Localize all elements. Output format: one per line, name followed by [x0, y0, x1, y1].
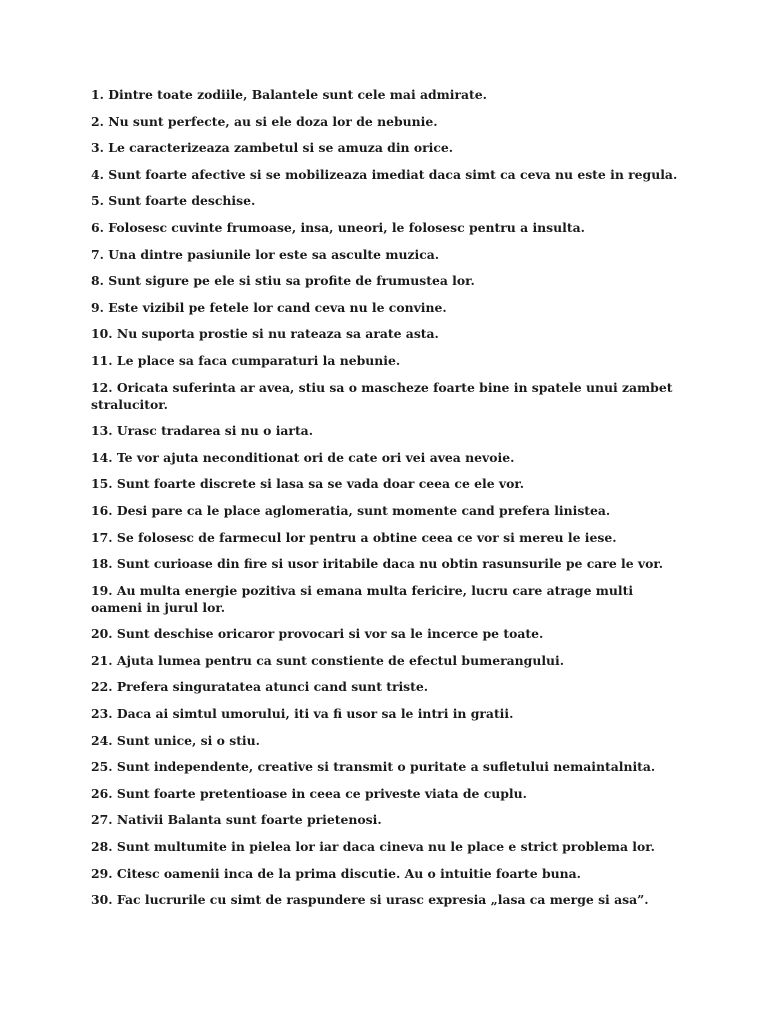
list-item: 28. Sunt multumite in pielea lor iar daca cineva nu le place e strict problema lor.: [91, 839, 655, 855]
list-item: 9. Este vizibil pe fetele lor cand ceva nu le convine.: [91, 299, 447, 315]
list-item: 25. Sunt independente, creative si transmit o puritate a sufletului nemaintalnita.: [91, 759, 656, 775]
list-item: 29. Citesc oamenii inca de la prima discutie. Au o intuitie foarte buna.: [91, 865, 581, 881]
list-item: 10. Nu suporta prostie si nu rateaza sa arate asta.: [91, 326, 439, 342]
list-item: 20. Sunt deschise oricaror provocari si vor sa le incerce pe toate.: [91, 626, 544, 642]
list-item: 22. Prefera singuratatea atunci cand sunt triste.: [91, 679, 429, 695]
list-item: 13. Urasc tradarea si nu o iarta.: [91, 423, 314, 439]
list-item: 3. Le caracterizeaza zambetul si se amuza din orice.: [91, 140, 454, 156]
trait-list: [91, 86, 681, 918]
list-item: 12. Oricata suferinta ar avea, stiu sa o mascheze foarte bine in spatele unui zambet stralucitor.: [91, 379, 673, 412]
list-item: 21. Ajuta lumea pentru ca sunt constiente de efectul bumerangului.: [91, 652, 565, 668]
list-item: 6. Folosesc cuvinte frumoase, insa, uneori, le folosesc pentru a insulta.: [91, 219, 585, 235]
list-item: 1. Dintre toate zodiile, Balantele sunt cele mai admirate.: [91, 87, 487, 102]
list-item: 23. Daca ai simtul umorului, iti va fi usor sa le intri in gratii.: [91, 706, 514, 722]
list-item: 24. Sunt unice, si o stiu.: [91, 732, 260, 748]
list-item: 7. Una dintre pasiunile lor este sa asculte muzica.: [91, 246, 440, 262]
list-item: 8. Sunt sigure pe ele si stiu sa profite de frumustea lor.: [91, 273, 475, 289]
list-item: 16. Desi pare ca le place aglomeratia, sunt momente cand prefera linistea.: [91, 502, 611, 518]
list-item: 5. Sunt foarte deschise.: [91, 193, 256, 209]
list-item: 11. Le place sa faca cumparaturi la nebunie.: [91, 352, 401, 368]
list-item: 19. Au multa energie pozitiva si emana multa fericire, lucru care atrage multi oameni in jurul lor.: [91, 582, 634, 615]
list-item: 18. Sunt curioase din fire si usor iritabile daca nu obtin rasunsurile pe care le vor.: [91, 556, 664, 572]
list-item: 26. Sunt foarte pretentioase in ceea ce priveste viata de cuplu.: [91, 785, 527, 801]
list-item: 27. Nativii Balanta sunt foarte prietenosi.: [91, 812, 382, 828]
list-item: 30. Fac lucrurile cu simt de raspundere si urasc expresia „lasa ca merge si asa”.: [91, 892, 649, 908]
list-item: 4. Sunt foarte afective si se mobilizeaza imediat daca simt ca ceva nu este in regula.: [91, 166, 678, 182]
list-item: 15. Sunt foarte discrete si lasa sa se vada doar ceea ce ele vor.: [91, 476, 525, 492]
list-item: 2. Nu sunt perfecte, au si ele doza lor de nebunie.: [91, 113, 438, 129]
list-item: 17. Se folosesc de farmecul lor pentru a obtine ceea ce vor si mereu le iese.: [91, 529, 617, 545]
list-item: 14. Te vor ajuta neconditionat ori de cate ori vei avea nevoie.: [91, 449, 515, 465]
